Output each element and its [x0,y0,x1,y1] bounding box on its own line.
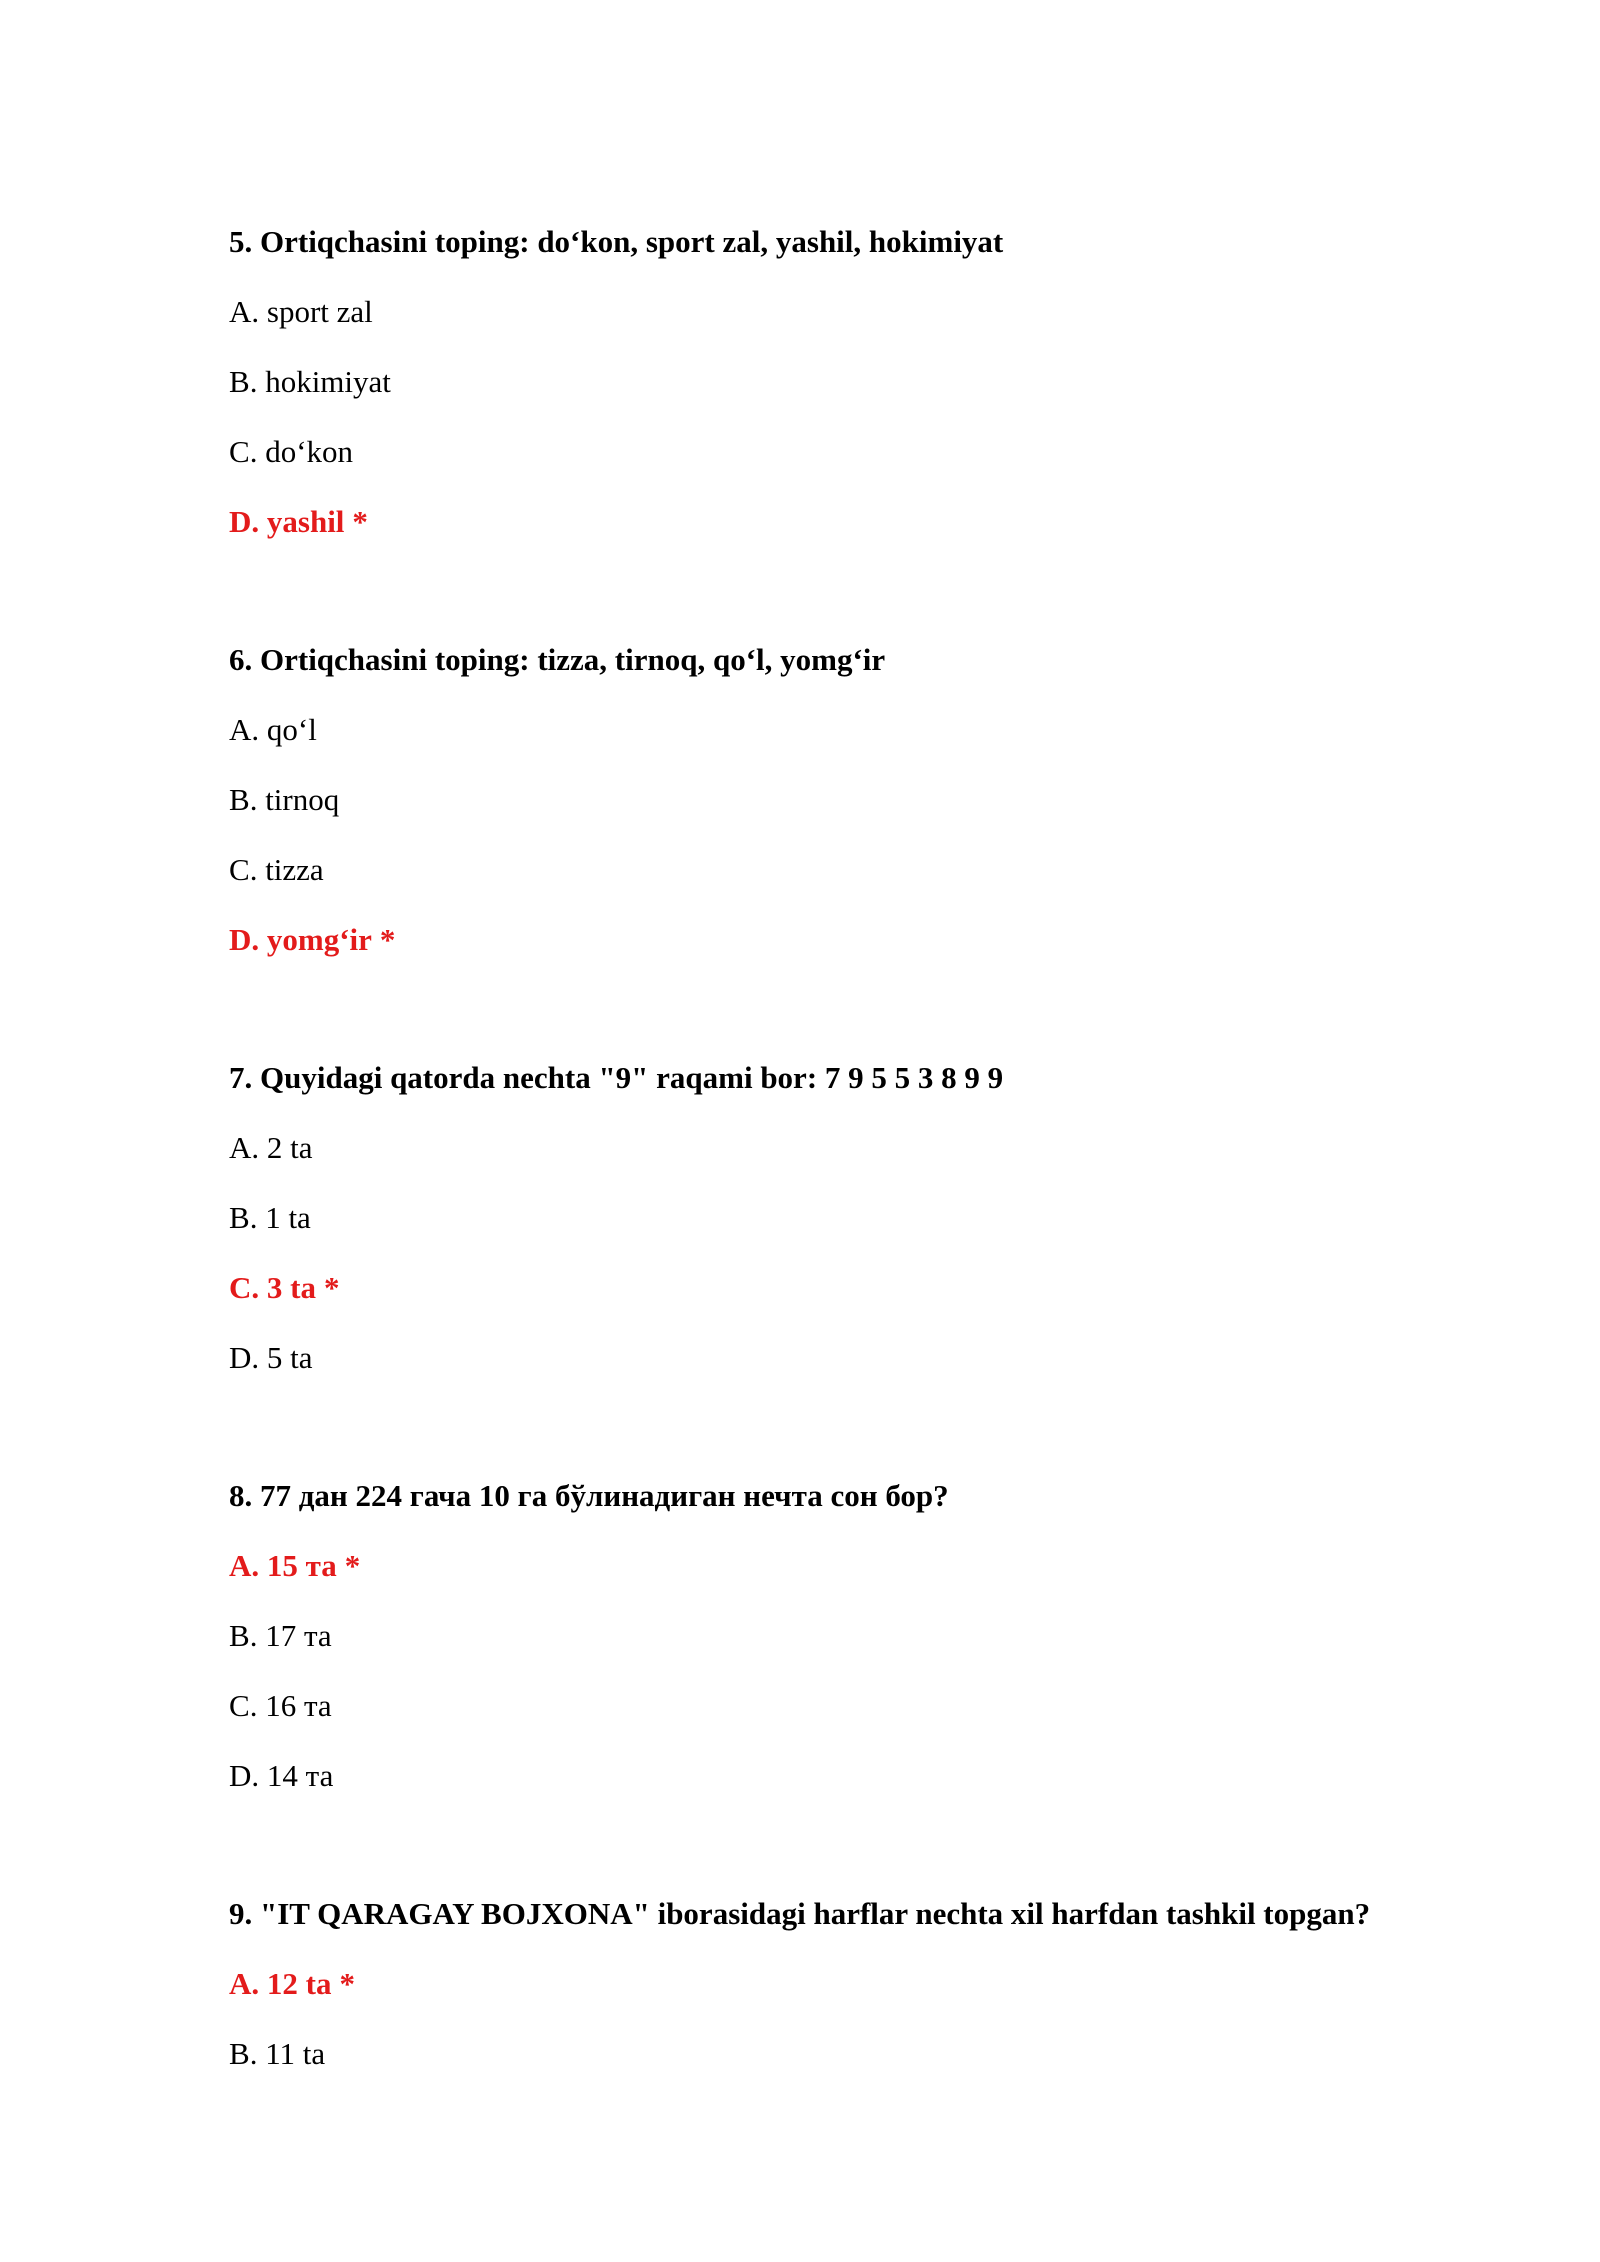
option-letter: D . [229,504,267,539]
option-letter: D . [229,1340,267,1375]
option-text: 16 та [265,1688,332,1723]
question-7 [229,1058,1489,1378]
option-c [229,432,1489,472]
option-a [229,710,1489,750]
correct-answer-marker: * [379,922,396,957]
question-text: 7. Quyidagi qatorda nechta "9" raqami bor: 7 9 5 5 3 8 9 9 [229,1060,1004,1095]
option-c [229,850,1489,890]
question-6 [229,640,1489,960]
option-letter: B . [229,1618,265,1653]
option-a-correct-answer [229,1546,1489,1586]
question-5 [229,222,1489,542]
option-b [229,2034,1489,2074]
option-b [229,362,1489,402]
option-a [229,1128,1489,1168]
option-letter: B . [229,1200,265,1235]
option-letter: D . [229,922,267,957]
option-text: qo‘l [266,712,317,747]
option-text: 12 ta [266,1966,332,2001]
option-letter: D . [229,1758,267,1793]
question-text: 5. Ortiqchasini toping: do‘kon, sport zal, yashil, hokimiyat [229,224,1004,259]
option-text: 17 та [265,1618,332,1653]
option-c-correct-answer [229,1268,1489,1308]
option-text: tirnoq [265,782,340,817]
option-d [229,1338,1489,1378]
option-letter: C . [229,852,265,887]
question-text: 6. Ortiqchasini toping: tizza, tirnoq, qo‘l, yomg‘ir [229,642,886,677]
option-b [229,1616,1489,1656]
option-text: 5 ta [266,1340,313,1375]
option-letter: A . [229,1966,267,2001]
option-b [229,780,1489,820]
option-text: 3 ta [266,1270,316,1305]
option-letter: B . [229,2036,265,2071]
question-text: 9. "IT QARAGAY BOJXONA" iborasidagi harflar nechta xil harfdan tashkil topgan? [229,1896,1371,1931]
option-b [229,1198,1489,1238]
option-d-correct-answer [229,920,1489,960]
option-text: 11 ta [265,2036,326,2071]
question-9 [229,1894,1489,2074]
option-text: 1 ta [265,1200,311,1235]
option-letter: C . [229,1688,265,1723]
option-text: hokimiyat [265,364,391,399]
option-text: do‘kon [265,434,354,469]
option-letter: A . [229,1548,267,1583]
option-a [229,292,1489,332]
option-d-correct-answer [229,502,1489,542]
question-8 [229,1476,1489,1796]
option-letter: C . [229,1270,267,1305]
option-letter: C . [229,434,265,469]
option-text: yashil [266,504,345,539]
option-a-correct-answer [229,1964,1489,2004]
correct-answer-marker: * [352,504,368,539]
correct-answer-marker: * [344,1548,361,1583]
option-text: 15 та [266,1548,337,1583]
correct-answer-marker: * [339,1966,355,2001]
option-text: sport zal [266,294,373,329]
option-d [229,1756,1489,1796]
option-letter: B . [229,364,265,399]
option-text: 2 ta [266,1130,313,1165]
option-letter: A . [229,294,267,329]
option-letter: A . [229,1130,267,1165]
option-text: 14 та [266,1758,334,1793]
option-text: yomg‘ir [266,922,372,957]
option-c [229,1686,1489,1726]
option-text: tizza [265,852,324,887]
option-letter: A . [229,712,267,747]
option-letter: B . [229,782,265,817]
question-text: 8. 77 дан 224 гача 10 га бўлинадиган нечта сон бор? [229,1478,949,1513]
correct-answer-marker: * [323,1270,340,1305]
